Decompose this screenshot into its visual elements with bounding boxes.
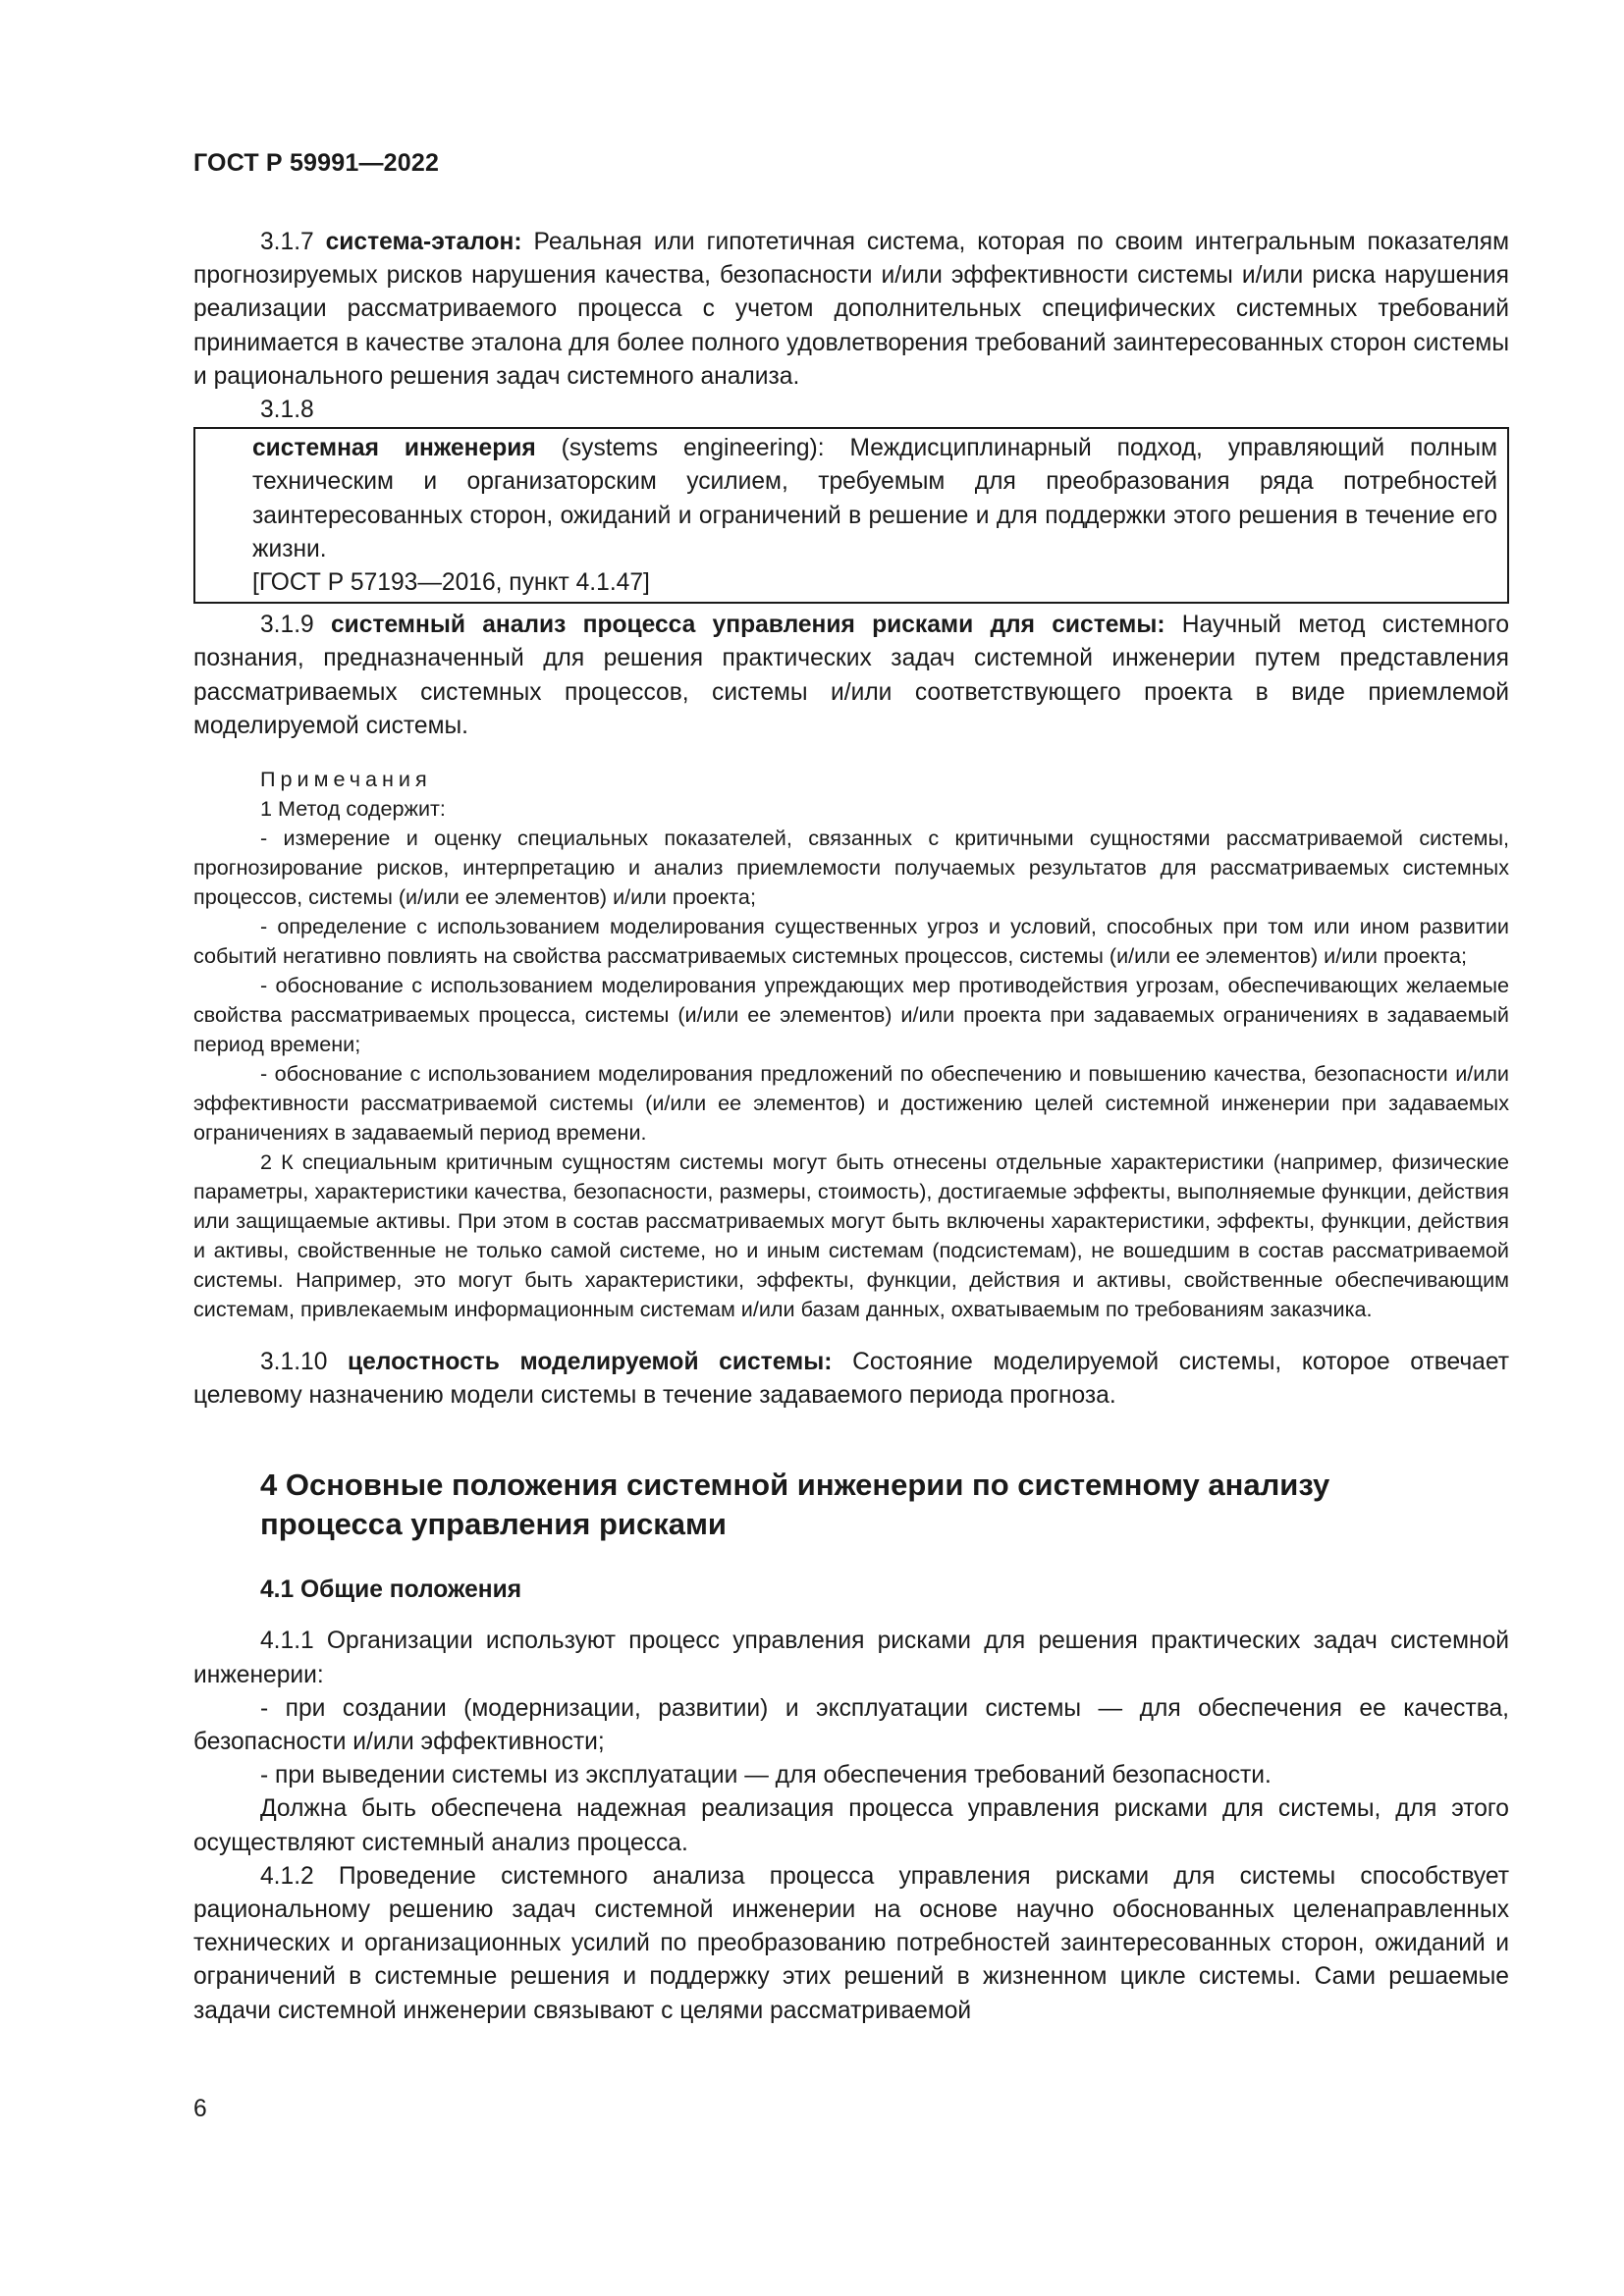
term-number: 3.1.7 (260, 229, 314, 255)
note-item: - обоснование с использованием моделирования упреждающих мер противодействия угрозам, обеспечивающих желаемые свойства рассматриваемых процесса, системы (и/или ее элементов) и/или проекта при задаваемых ограничениях в задаваемый период времени; (193, 973, 1509, 1057)
clause-4-1-2: 4.1.2 Проведение системного анализа процесса управления рисками для системы способствует рациональному решению задач системной инженерии на основе научно обоснованных целенаправленных технических и организационных усилий по преобразованию потребностей заинтересованных сторон, ожиданий и ограничений в системные решения и поддержку этих решений в жизненном цикле системы. Сами решаемые задачи системной инженерии связывают с целями рассматриваемой (193, 1862, 1509, 2024)
term-number: 3.1.9 (260, 612, 314, 639)
list-item: - при выведении системы из эксплуатации — для обеспечения требований безопасности. (260, 1762, 1272, 1789)
quoted-term-frame (193, 427, 1509, 604)
document-code: ГОСТ Р 59991—2022 (193, 149, 440, 177)
section-title-line: процесса управления рисками (260, 1507, 727, 1542)
notes-block (193, 765, 1509, 1324)
term-source-reference: [ГОСТ Р 57193—2016, пункт 4.1.47] (252, 569, 650, 597)
term-title: системный анализ процесса управления рисками для системы: (330, 612, 1165, 639)
notes-heading: Примечания (260, 767, 432, 792)
term-definition: Реальная или гипотетичная система, которая по своим интегральным показателям прогнозируемых рисков нарушения качества, безопасности и/или эффективности системы и/или риска нарушения реализации рассматриваемого процесса с учетом дополнительных специфических системных требований принимается в качестве эталона для более полного удовлетворения требований заинтересованных сторон системы и рационального решения задач системного анализа. (193, 229, 1509, 390)
subsection-4-1-title: 4.1 Общие положения (260, 1576, 522, 1604)
requirement-paragraph: Должна быть обеспечена надежная реализация процесса управления рисками для системы, для этого осуществляют системный анализ процесса. (193, 1795, 1509, 1856)
term-title: целостность моделируемой системы: (348, 1349, 833, 1376)
term-title: система-эталон: (325, 229, 522, 255)
term-3-1-7 (193, 226, 1509, 394)
note-item: 1 Метод содержит: (260, 796, 446, 822)
page-content (193, 226, 1509, 2028)
clause-4-1-1: 4.1.1 Организации используют процесс управления рисками для решения практических задач системной инженерии: (193, 1628, 1509, 1688)
term-3-1-9 (193, 609, 1509, 743)
term-definition: Состояние моделируемой системы, которое отвечает целевому назначению модели системы в течение задаваемого периода прогноза. (193, 1349, 1509, 1410)
term-number: 3.1.10 (260, 1349, 328, 1376)
note-item: - определение с использованием моделирования существенных угроз и условий, способных при том или ином развитии событий негативно повлиять на свойства рассматриваемых системных процессов, системы (и/или ее элементов) и/или проекта; (193, 914, 1509, 969)
note-item: - измерение и оценку специальных показателей, связанных с критичными сущностями рассматриваемой системы, прогнозирование рисков, интерпретацию и анализ приемлемости получаемых результатов для рассматриваемых системных процессов, системы (и/или ее элементов) и/или проекта; (193, 826, 1509, 910)
note-item: - обоснование с использованием моделирования предложений по обеспечению и повышению качества, безопасности и/или эффективности рассматриваемой системы (и/или ее элементов) и достижению целей системной инженерии при задаваемых ограничениях в задаваемый период времени. (193, 1061, 1509, 1146)
section-title-line: 4 Основные положения системной инженерии по системному анализу (260, 1468, 1330, 1503)
term-3-1-8-number: 3.1.8 (260, 397, 314, 424)
page-number: 6 (193, 2096, 207, 2122)
section-4-title (260, 1466, 1509, 1544)
term-definition: Научный метод системного познания, предназначенный для решения практических задач системной инженерии путем представления рассматриваемых системных процессов, системы и/или соответствующего проекта в виде приемлемой моделируемой системы. (193, 612, 1510, 739)
term-3-1-10 (193, 1346, 1509, 1413)
list-item: - при создании (модернизации, развитии) и эксплуатации системы — для обеспечения ее качества, безопасности и/или эффективности; (193, 1694, 1509, 1756)
note-item: 2 К специальным критичным сущностям системы могут быть отнесены отдельные характеристики (например, физические параметры, характеристики качества, безопасности, размеры, стоимость), достигаемые эффекты, выполняемые функции, действия или защищаемые активы. При этом в состав рассматриваемых могут быть включены характеристики, эффекты, функции, действия и активы, свойственные не только самой системе, но и иным системам (подсистемам), не вошедшим в состав рассматриваемой системы. Например, это могут быть характеристики, эффекты, функции, действия и активы, свойственные обеспечивающим системам, привлекаемым информационным системам и/или базам данных, охватываемым по требованиям заказчика. (193, 1149, 1509, 1322)
term-definition: (systems engineering): Междисциплинарный подход, управляющий полным техническим и организаторским усилием, требуемым для преобразования ряда потребностей заинтересованных сторон, ожиданий и ограничений в решение и для поддержки этого решения в течение его жизни. (252, 435, 1497, 562)
term-3-1-8 (252, 432, 1497, 566)
term-title: системная инженерия (252, 435, 536, 462)
